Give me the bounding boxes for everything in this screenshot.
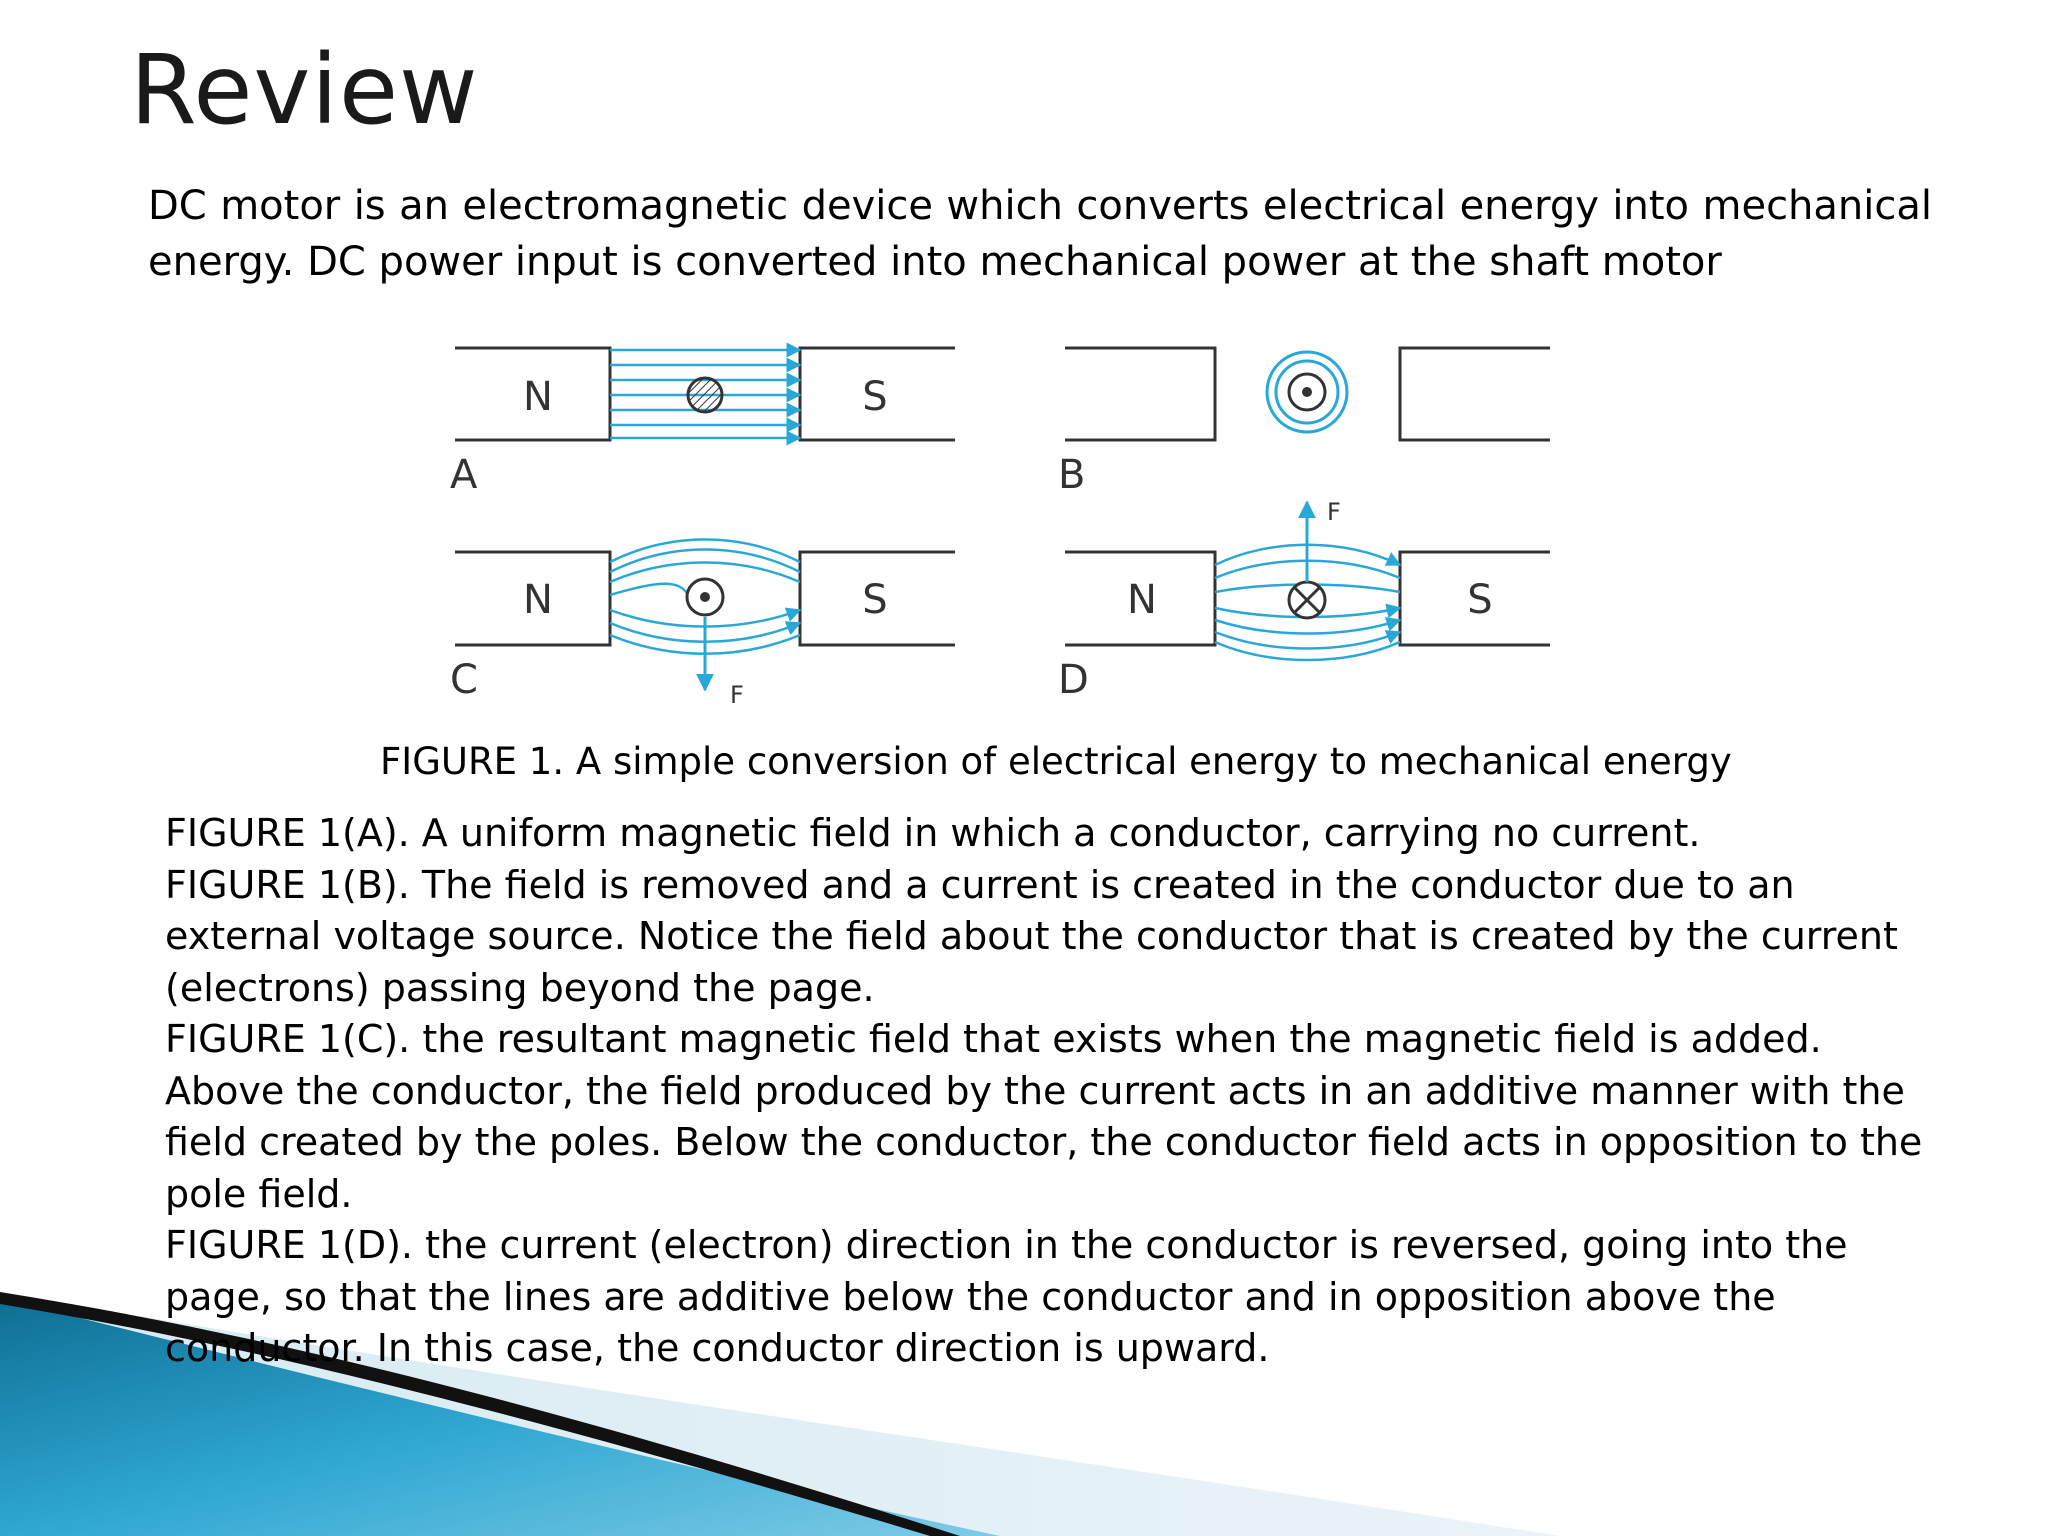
figure-caption-label: FIGURE 1	[380, 740, 553, 783]
desc-b-text: The field is removed and a current is created in the conductor due to an external voltage source. Notice the field about the conductor that is created by the current (electrons) passing beyond the page.	[165, 862, 1898, 1010]
panel-c-force-label: F	[730, 681, 744, 709]
figure-caption-text: . A simple conversion of electrical energy to mechanical energy	[552, 740, 1732, 783]
figure-diagram	[430, 320, 1580, 740]
desc-d-label: FIGURE 1(D).	[165, 1223, 413, 1267]
intro-term: DC motor	[148, 183, 341, 229]
figure-caption	[380, 740, 1732, 783]
panel-a-left-pole: N	[523, 374, 553, 420]
panel-a-right-pole: S	[862, 374, 888, 420]
panel-d-letter: D	[1058, 657, 1089, 703]
intro-paragraph	[148, 178, 1932, 290]
desc-a-text: A uniform magnetic field in which a conductor, carrying no current.	[409, 811, 1701, 855]
panel-d-force-label: F	[1327, 498, 1341, 526]
panel-c	[450, 540, 955, 710]
desc-a-label: FIGURE 1(A).	[165, 811, 410, 855]
slide-title: Review	[130, 34, 479, 146]
panel-d-left-pole: N	[1127, 577, 1157, 623]
panel-a-letter: A	[450, 452, 478, 498]
intro-text: is an electromagnetic device which converts electrical energy into mechanical energy. DC power input is converted into mechanical power at the shaft motor	[148, 183, 1933, 285]
panel-a-conductor	[688, 378, 722, 412]
panel-c-right-pole: S	[862, 577, 888, 623]
panel-c-left-pole: N	[523, 577, 553, 623]
desc-c-label: FIGURE 1(C).	[165, 1017, 411, 1061]
panel-c-letter: C	[450, 657, 478, 703]
figure-descriptions	[165, 808, 1925, 1375]
panel-b	[1058, 348, 1550, 498]
desc-d-text: the current (electron) direction in the conductor is reversed, going into the page, so that the lines are additive below the conductor and in opposition above the conductor. In this case, the conductor direction is upward.	[165, 1223, 1848, 1370]
panel-d	[1058, 498, 1550, 703]
panel-d-right-pole: S	[1467, 577, 1493, 623]
panel-b-right-magnet	[1400, 348, 1550, 440]
panel-b-letter: B	[1058, 452, 1086, 498]
desc-c-text: the resultant magnetic field that exists when the magnetic field is added. Above the conductor, the field produced by the current acts in an additive manner with the field created by the poles. Below the conductor, the conductor field acts in opposition to the pole field.	[165, 1017, 1923, 1216]
panel-b-left-magnet	[1065, 348, 1215, 440]
panel-a	[450, 348, 955, 498]
desc-b-label: FIGURE 1(B).	[165, 862, 410, 907]
